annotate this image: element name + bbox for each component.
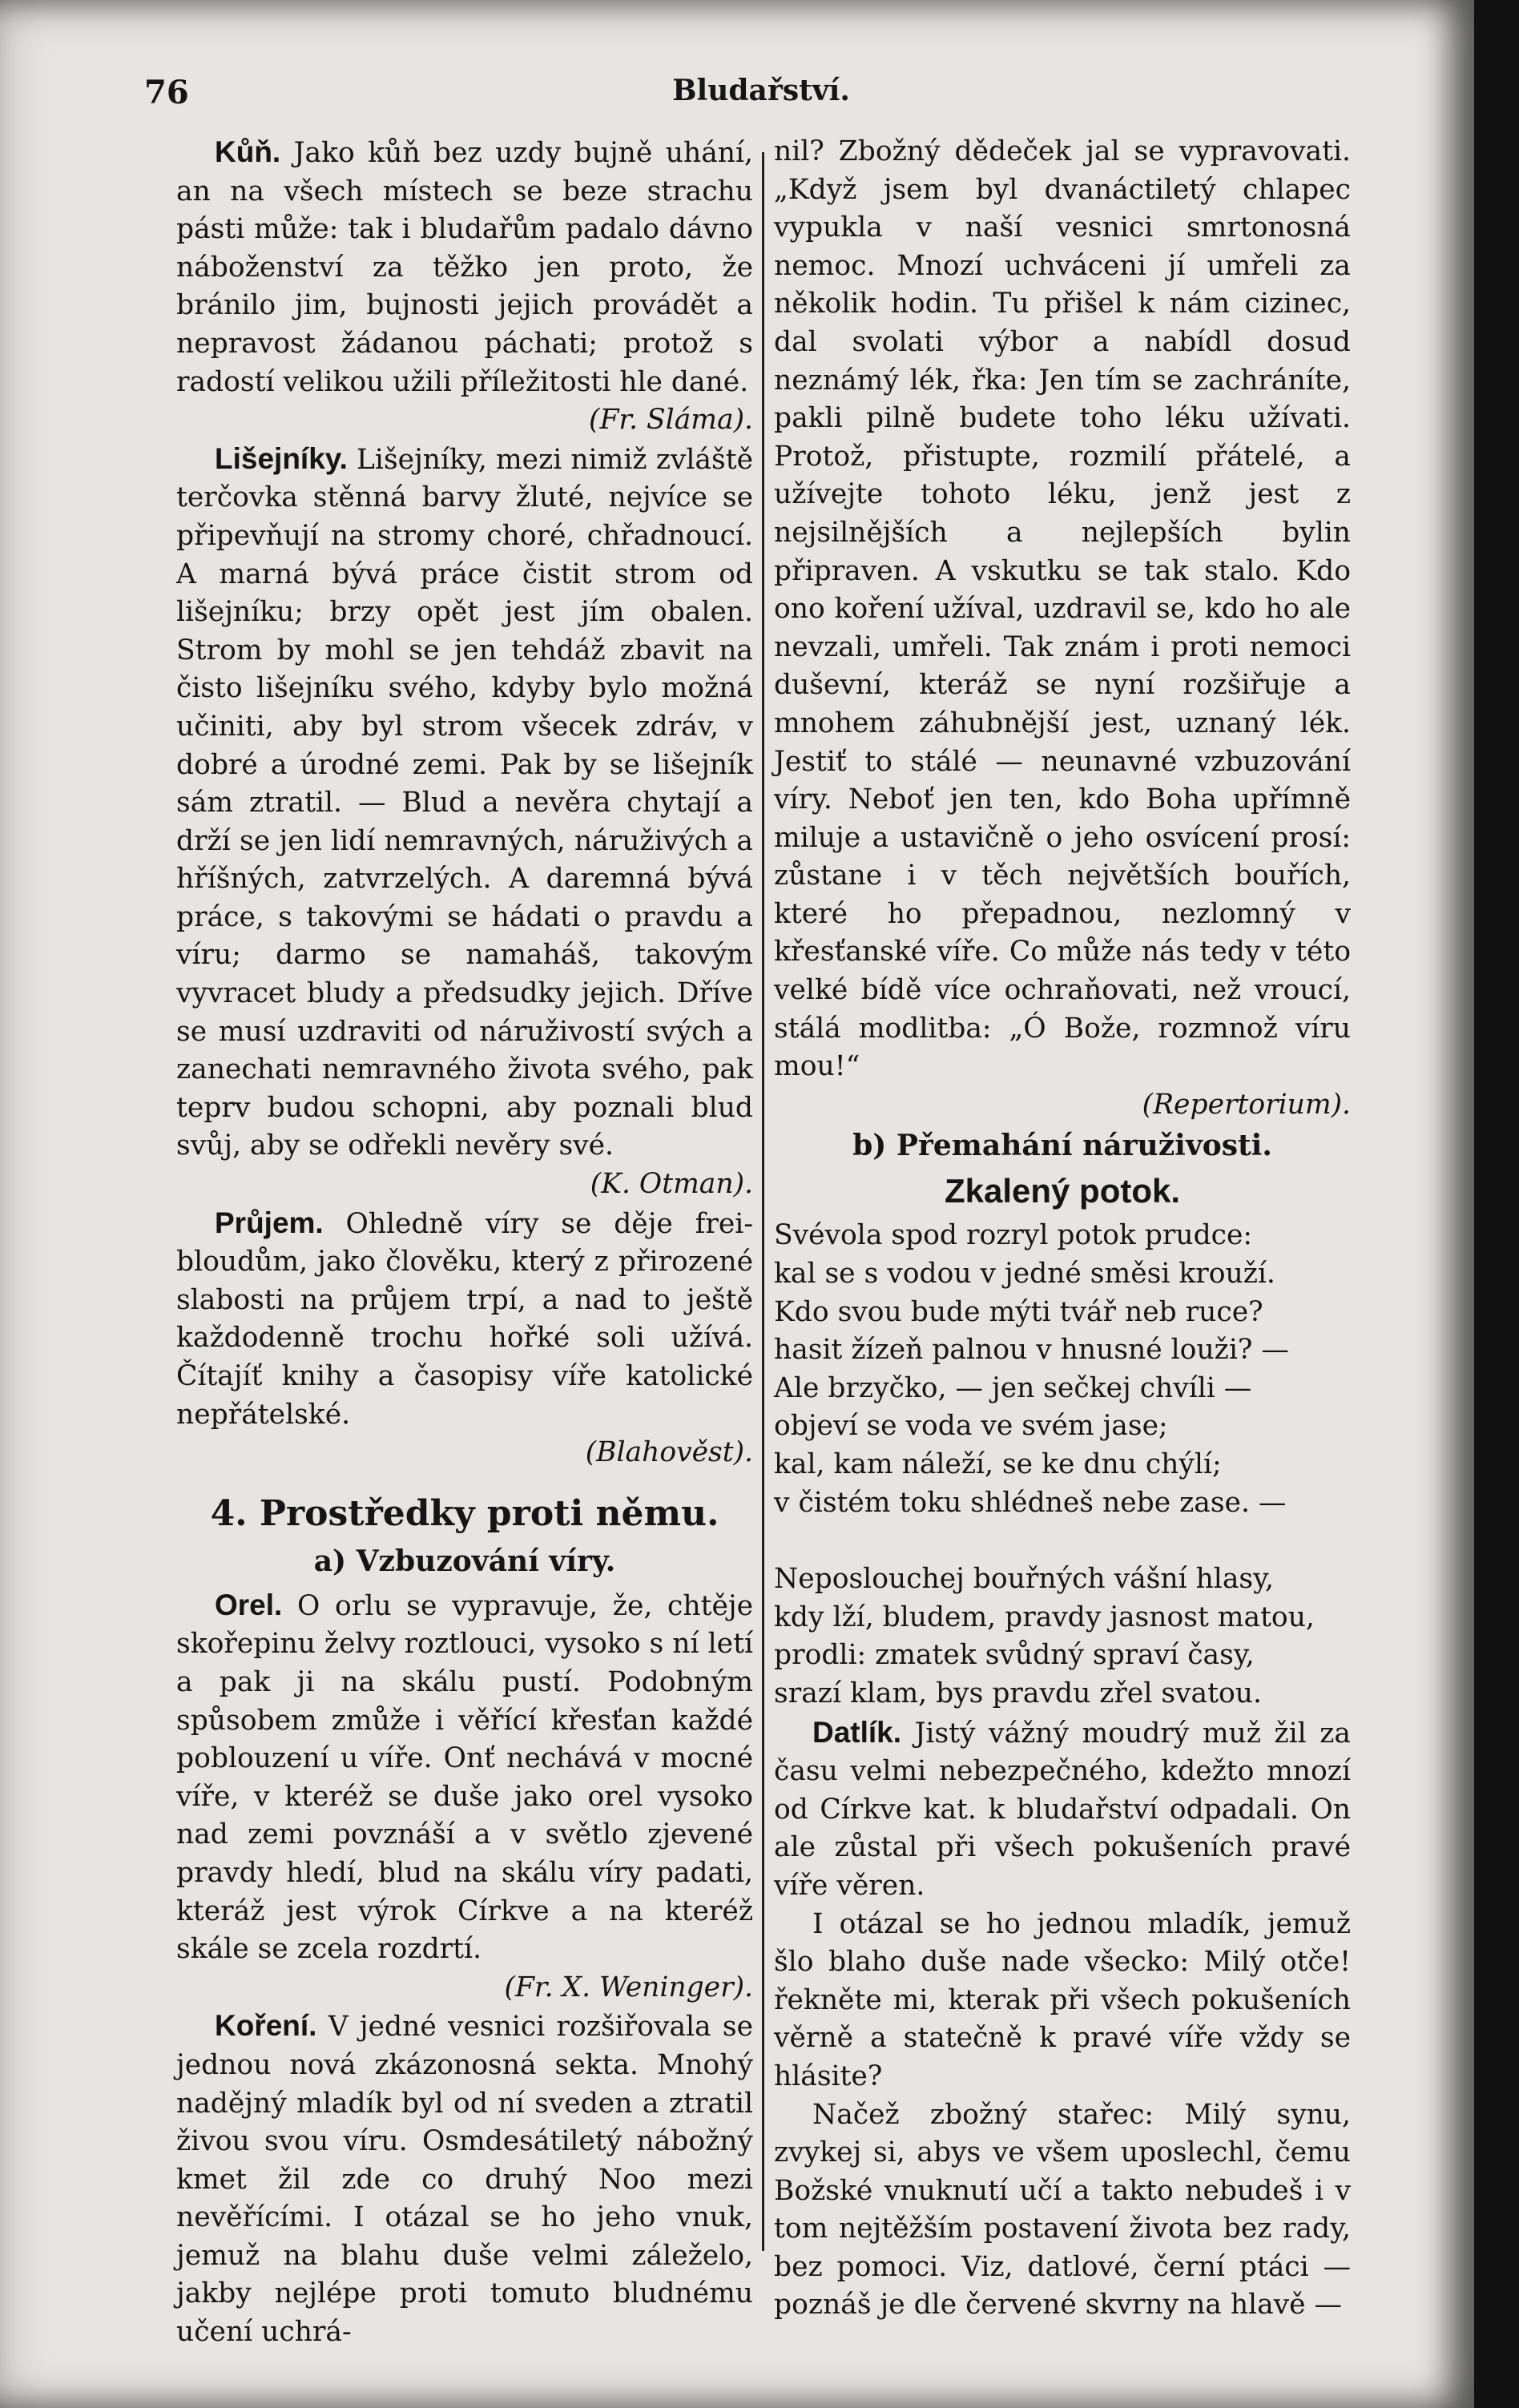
entry-lead: Průjem. <box>215 1206 324 1239</box>
section-heading: 4. Prostředky proti němu. <box>210 1492 719 1534</box>
entry-text: Jako kůň bez uzdy bujně uhání, an na všech místech se beze strachu pásti může: tak i bludařům padalo dávno náboženství za těžko jen proto, že bránilo jim, bujnosti jejich provádět a nepravost žádanou páchati; protož s radostí velikou užili příležitosti hle dané. <box>176 137 753 398</box>
paragraph: I otázal se ho jednou mladík, jemuž šlo blaho duše nade všecko: Milý otče! řekněte mi, kterak při všech pokušeních věrně a statečně k pravé víře vždy se hlásite? <box>774 1907 1351 2092</box>
entry-kun <box>176 133 753 440</box>
poem-stanza-1 <box>774 1217 1351 1522</box>
page-number: 76 <box>144 74 189 111</box>
paragraph: Načež zbožný stařec: Milý synu, zvykej si, abys ve všem uposlechl, čemu Božské vnuknutí učí a takto nebudeš i v tom nejtěžším postavení života bez rady, bez pomoci. Viz, datlové, černí ptáci — poznáš je dle červené skvrny na hlavě — <box>774 2098 1351 2321</box>
entry-source: (Blahověst). <box>585 1436 753 1469</box>
entry-lead: Datlík. <box>812 1715 902 1749</box>
scan-edge <box>1474 0 1519 2408</box>
subsection-heading-b: b) Přemahání náruživosti. <box>852 1129 1272 1163</box>
stanza-gap <box>774 1522 1351 1560</box>
poem-line: kal, kam náleží, se ke dnu chýlí; <box>774 1448 1222 1480</box>
entry-lead: Koření. <box>215 2009 317 2043</box>
left-column <box>176 133 753 2352</box>
page-header <box>144 74 1378 122</box>
entry-source: (Fr. Sláma). <box>589 404 753 437</box>
column-divider <box>762 152 764 2251</box>
entry-lisejniky <box>176 440 753 1204</box>
poem-line: Ale brzyčko, — jen sečkej chvíli — <box>774 1371 1252 1404</box>
subsection-heading-a: a) Vzbuzování víry. <box>313 1544 616 1578</box>
poem-line: kal se s vodou v jedné směsi krouží. <box>774 1258 1275 1291</box>
poem-line: objeví se voda ve svém jase; <box>774 1410 1168 1443</box>
entry-text: V jedné vesnici rozšiřovala se jednou nová zkázonosná sekta. Mnohý nadějný mladík byl od ní sveden a ztratil živou svou víru. Osmdesátiletý nábožný kmet žil zde co druhý Noo mezi nevěřícími. I otázal se ho jeho vnuk, jemuž na blahu duše velmi záleželo, jakby nejlépe proti tomuto bludnému učení uchrá- <box>176 2011 753 2349</box>
entry-koreni <box>176 2007 753 2351</box>
entry-text: Ohledně víry se děje frei-bloudům, jako člověku, který z přirozené slabosti na průjem trpí, a nad to ještě každodenně trochu hořké soli užívá. Čítajíť knihy a časopisy víře katolické nepřátelské. <box>176 1207 753 1431</box>
poem-line: Svévola spod rozryl potok prudce: <box>774 1219 1253 1252</box>
entry-text: O orlu se vypravuje, že, chtěje skořepinu želvy roztlouci, vysoko s ní letí a pak ji na skálu pustí. Podobným spůsobem zmůže i věřící křesťan každé poblouzení u víře. Onť nechává v mocné víře, v kteréž se duše jako orel vysoko nad zemi povznáší a v světlo zjevené pravdy hledí, blud na skálu víry padati, kteráž jest výrok Církve a na kteréž skále se zcela rozdrtí. <box>176 1589 753 1966</box>
poem-title: Zkalený potok. <box>944 1172 1181 1210</box>
poem-line: hasit žízeň palnou v hnusné louži? — <box>774 1334 1289 1367</box>
poem-line: Kdo svou bude mýti tvář neb ruce? <box>774 1295 1263 1328</box>
entry-orel <box>176 1586 753 2007</box>
entry-lead: Kůň. <box>215 135 281 168</box>
entry-source: (Fr. X. Weninger). <box>504 1971 753 2003</box>
entry-koreni-continued <box>774 133 1351 1124</box>
poem-line: prodli: zmatek svůdný spraví časy, <box>774 1639 1255 1672</box>
entry-datlik <box>774 1713 1351 1906</box>
entry-text: nil? Zbožný dědeček jal se vypravovati. „Když jsem byl dvanáctiletý chlapec vypukla v naší vesnici smrtonosná nemoc. Mnozí uchváceni jí umřeli za několik hodin. Tu přišel k nám cizinec, dal svolati výbor a nabídl dosud neznámý lék, řka: Jen tím se zachráníte, pakli pilně budete toho léku užívati. Protož, přistupte, rozmilí přátelé, a užívejte tohoto léku, jenž jest z nejsilnějších a nejlepších bylin připraven. A vskutku se tak stalo. Kdo ono koření užíval, uzdravil se, kdo ho ale nevzali, umřeli. Tak znám i proti nemoci duševní, kteráž se nyní rozšiřuje a mnohem záhubnější jest, uznaný lék. Jestiť to stálé — neunavné vzbuzování víry. Neboť jen ten, kdo Boha upřímně miluje a ustavičně o jeho osvícení prosí: zůstane i v těch největších bouřích, které ho přepadnou, nezlomný v křesťanské víře. Co může nás tedy v této velké bídě více ochraňovati, než vroucí, stálá modlitba: „Ó Bože, rozmnož víru mou!“ <box>774 135 1351 1083</box>
entry-prujem <box>176 1204 753 1472</box>
poem-stanza-2 <box>774 1560 1351 1713</box>
entry-lead: Orel. <box>215 1588 283 1621</box>
poem-line: srazí klam, bys pravdu zřel svatou. <box>774 1677 1262 1709</box>
right-column <box>774 133 1351 2325</box>
poem-line: kdy lží, bludem, pravdy jasnost matou, <box>774 1601 1315 1633</box>
poem-line: Neposlouchej bouřných vášní hlasy, <box>774 1563 1274 1596</box>
poem-line: v čistém toku shlédneš nebe zase. — <box>774 1486 1287 1519</box>
entry-text: Lišejníky, mezi nimiž zvláště terčovka stěnná barvy žluté, nejvíce se připevňují na stromy choré, chřadnoucí. A marná bývá práce čistit strom od lišejníku; brzy opět jest jím obalen. Strom by mohl se jen tehdáž zbavit na čisto lišejníku svého, kdyby bylo možná učiniti, aby byl strom všecek zdráv, v dobré a úrodné zemi. Pak by se lišejník sám ztratil. — Blud a nevěra chytají a drží se jen lidí nemravných, náruživých a hříšných, zatvrzelých. A daremná bývá práce, s takovými se hádati o pravdu a víru; darmo se namaháš, takovým vyvracet bludy a předsudky jejich. Dříve se musí uzdraviti od náruživostí svých a zanechati nemravného života svého, pak teprv budou schopni, aby poznali blud svůj, aby se odřekli nevěry své. <box>176 443 753 1162</box>
entry-source: (K. Otman). <box>590 1168 753 1201</box>
entry-text: Jistý vážný moudrý muž žil za času velmi nebezpečného, kdežto mnozí od Církve kat. k bludařství odpadali. On ale zůstal při všech pokušeních pravé víře věren. <box>774 1717 1351 1902</box>
entry-source: (Repertorium). <box>1142 1088 1351 1121</box>
entry-lead: Lišejníky. <box>215 441 348 475</box>
running-head: Bludařství. <box>672 74 850 107</box>
